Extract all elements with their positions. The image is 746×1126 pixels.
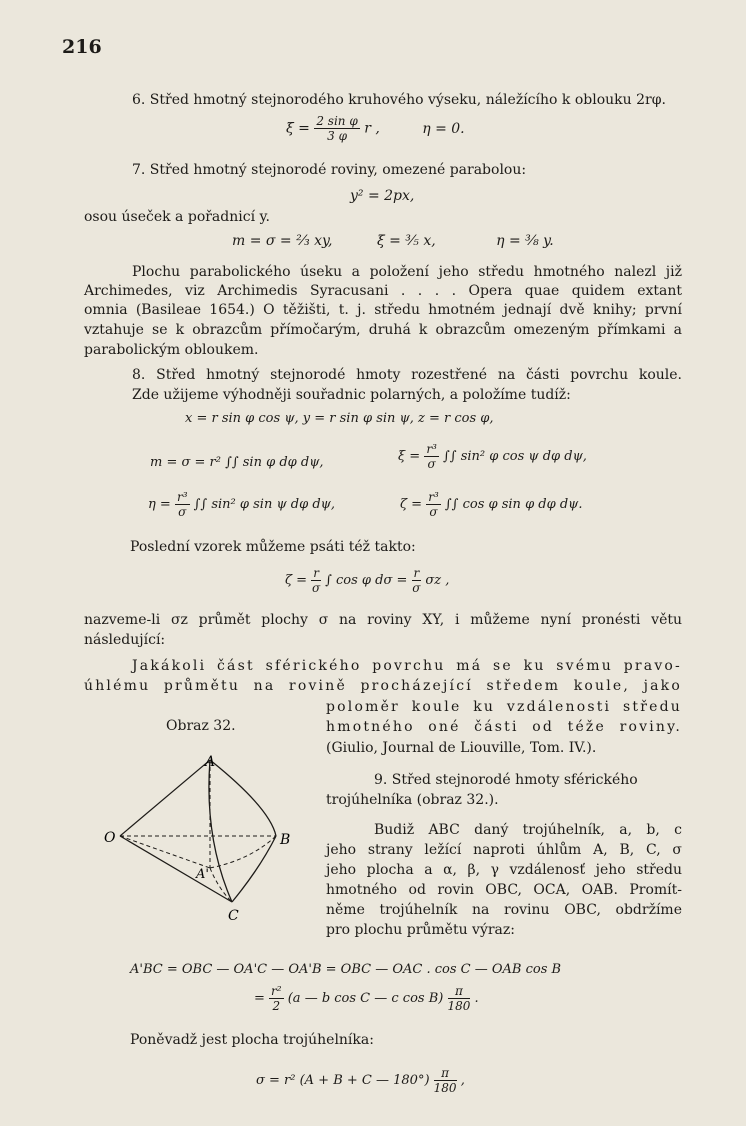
formula-eta: η = 0. xyxy=(422,120,465,137)
theorem-line: Jakákoli část sférického povrchu má se ku svému pravo- xyxy=(132,658,682,674)
section-6-heading: 6. Střed hmotný stejnorodého kruhového výseku, náležícího k oblouku 2rφ. xyxy=(132,92,666,108)
formula-lhs: ξ = xyxy=(398,449,421,464)
formula-xi: ξ = ⅗ x, xyxy=(376,233,436,249)
formula-rhs: ∫∫ sin² φ cos ψ dφ dψ, xyxy=(443,449,587,464)
formula-rhs: ∫∫ sin² φ sin ψ dφ dψ, xyxy=(193,497,335,512)
formula-mid: (a — b cos C — c cos B) xyxy=(287,991,444,1006)
fraction-numerator: r xyxy=(313,566,319,580)
page-number: 216 xyxy=(62,36,102,58)
coordinate-formula: x = r sin φ cos ψ, y = r sin φ sin ψ, z = r cos φ, xyxy=(185,411,494,426)
label-o: O xyxy=(104,830,116,846)
fraction-numerator: r² xyxy=(271,984,282,998)
fraction-numerator: 2 sin φ xyxy=(316,114,358,128)
formula-lhs: ζ = xyxy=(285,573,308,588)
spherical-triangle-figure xyxy=(100,748,300,926)
section-7-heading: 7. Střed hmotný stejnorodé roviny, omezené parabolou: xyxy=(132,162,527,178)
edge-oa xyxy=(120,760,210,836)
formula-eta: η = ⅜ y. xyxy=(496,233,554,249)
formula-fraction xyxy=(314,114,359,143)
arc-bc xyxy=(232,836,276,902)
formula-main: σ = r² (A + B + C — 180°) xyxy=(256,1073,430,1088)
axes-text: osou úseček a pořadnicí y. xyxy=(84,209,271,225)
fraction-numerator: r xyxy=(413,566,420,580)
parabola-equation: y² = 2px, xyxy=(350,188,415,204)
formula-lhs: ξ = xyxy=(286,120,310,137)
formula-m: m = σ = ⅔ xy, xyxy=(232,233,333,249)
section-9-heading: trojúhelníka (obraz 32.). xyxy=(326,792,499,808)
section-9-heading: 9. Střed stejnorodé hmoty sférického xyxy=(374,772,638,788)
formula-fraction xyxy=(448,984,471,1013)
formula-fraction xyxy=(426,490,441,519)
formula-r: r , xyxy=(364,120,380,137)
formula-m: m = σ = r² ∫∫ sin φ dφ dψ, xyxy=(150,455,324,470)
formula-zeta xyxy=(400,490,583,519)
area-intro: Poněvadž jest plocha trojúhelníka: xyxy=(130,1032,374,1048)
para-line: vztahuje se k obrazcům přímočarým, druhá k obrazcům omezeným přímkami a xyxy=(84,322,682,338)
fraction-denominator: σ xyxy=(311,581,321,595)
projection-equation: A'BC = OBC — OA'C — OA'B = OBC — OAC . cos C — OAB cos B xyxy=(130,962,562,977)
fraction-numerator: r³ xyxy=(426,442,437,456)
formula-fraction xyxy=(434,1066,457,1095)
formula-fraction xyxy=(311,566,321,595)
para-line: nazveme-li σz průmět plochy σ na roviny XY, i můžeme nyní pronésti větu xyxy=(84,612,682,628)
fraction-numerator: r³ xyxy=(176,490,188,504)
fraction-denominator: σ xyxy=(178,505,187,519)
theorem-line: hmotného oné části od téže roviny. xyxy=(326,719,682,735)
formula-fraction xyxy=(412,566,422,595)
formula-lhs: η = xyxy=(148,497,171,512)
projection-equation-2: = $\frac{\text{r²}}{2}$ (a — b cos C — c cos B) $\frac{\pi}{180}$ . xyxy=(254,984,479,1013)
section-9-line: hmotného od rovin OBC, OCA, OAB. Promít- xyxy=(326,882,682,898)
formula-mid: ∫ cos φ dσ = xyxy=(325,573,408,588)
area-equation: σ = r² (A + B + C — 180°) $\frac{\pi}{180}$ , xyxy=(256,1066,465,1095)
formula-fraction xyxy=(269,984,284,1013)
para-line: omnia (Basileae 1654.) O těžišti, t. j. středu hmotném jednají dvě knihy; první xyxy=(84,302,682,318)
fraction-denominator: σ xyxy=(412,581,421,595)
fraction-denominator: σ xyxy=(427,457,436,471)
fraction-denominator: 3 φ xyxy=(327,129,347,143)
para-line: Archimedes, viz Archimedis Syracusani . . . . Opera quae quidem extant xyxy=(84,283,682,299)
arc-ac xyxy=(209,760,232,902)
projected-arc-a1b xyxy=(210,836,276,868)
section-9-line: pro plochu průmětu výraz: xyxy=(326,922,515,938)
label-a: A xyxy=(205,754,216,770)
formula-rhs: σz , xyxy=(425,573,450,588)
fraction-denominator: 180 xyxy=(447,999,471,1013)
label-c: C xyxy=(228,908,239,924)
theorem-line: úhlému průmětu na rovině procházející středem koule, jako xyxy=(84,678,682,694)
section-9-line: jeho plocha a α, β, γ vzdálenosť jeho středu xyxy=(326,862,682,878)
section-8-heading: 8. Střed hmotný stejnorodé hmoty rozestřené na části povrchu koule. xyxy=(132,367,682,383)
label-a-prime: A' xyxy=(196,867,209,882)
section-9-line: něme trojúhelník na rovinu OBC, obdržíme xyxy=(326,902,682,918)
fraction-denominator: 2 xyxy=(272,999,281,1013)
formula-lhs: = xyxy=(254,991,265,1006)
figure-caption: Obraz 32. xyxy=(166,718,236,734)
last-formula-intro: Poslední vzorek můžeme psáti též takto: xyxy=(130,539,416,555)
fraction-numerator: π xyxy=(434,1066,457,1081)
formula-rhs: ∫∫ cos φ sin φ dφ dψ. xyxy=(444,497,583,512)
section-9-line: Budiž ABC daný trojúhelník, a, b, c xyxy=(374,822,682,838)
edge-oc xyxy=(120,836,232,902)
formula-eta xyxy=(148,490,335,519)
formula-xi xyxy=(398,442,587,471)
section-9-line: jeho strany ležící naproti úhlům A, B, C, σ xyxy=(326,842,682,858)
theorem-citation: (Giulio, Journal de Liouville, Tom. IV.). xyxy=(326,740,597,756)
fraction-numerator: π xyxy=(448,984,471,999)
fraction-numerator: r³ xyxy=(428,490,439,504)
section-8-line: Zde užijeme výhodněji souřadnic polarných, a položíme tudíž: xyxy=(132,387,571,403)
para-line: parabolickým obloukem. xyxy=(84,342,259,358)
formula-fraction xyxy=(175,490,190,519)
fraction-denominator: 180 xyxy=(433,1081,457,1095)
para-line: Plochu parabolického úseku a položení jeho středu hmotného nalezl již xyxy=(132,264,682,280)
fraction-denominator: σ xyxy=(429,505,438,519)
formula-zeta-sigma xyxy=(285,566,449,595)
para-line: následující: xyxy=(84,632,166,648)
formula-lhs: ζ = xyxy=(400,497,423,512)
arc-ab xyxy=(210,760,276,836)
label-b: B xyxy=(280,832,291,848)
section-7-formula xyxy=(232,233,554,249)
theorem-line: poloměr koule ku vzdálenosti středu xyxy=(326,699,682,715)
section-6-formula xyxy=(286,114,465,143)
formula-fraction xyxy=(424,442,439,471)
